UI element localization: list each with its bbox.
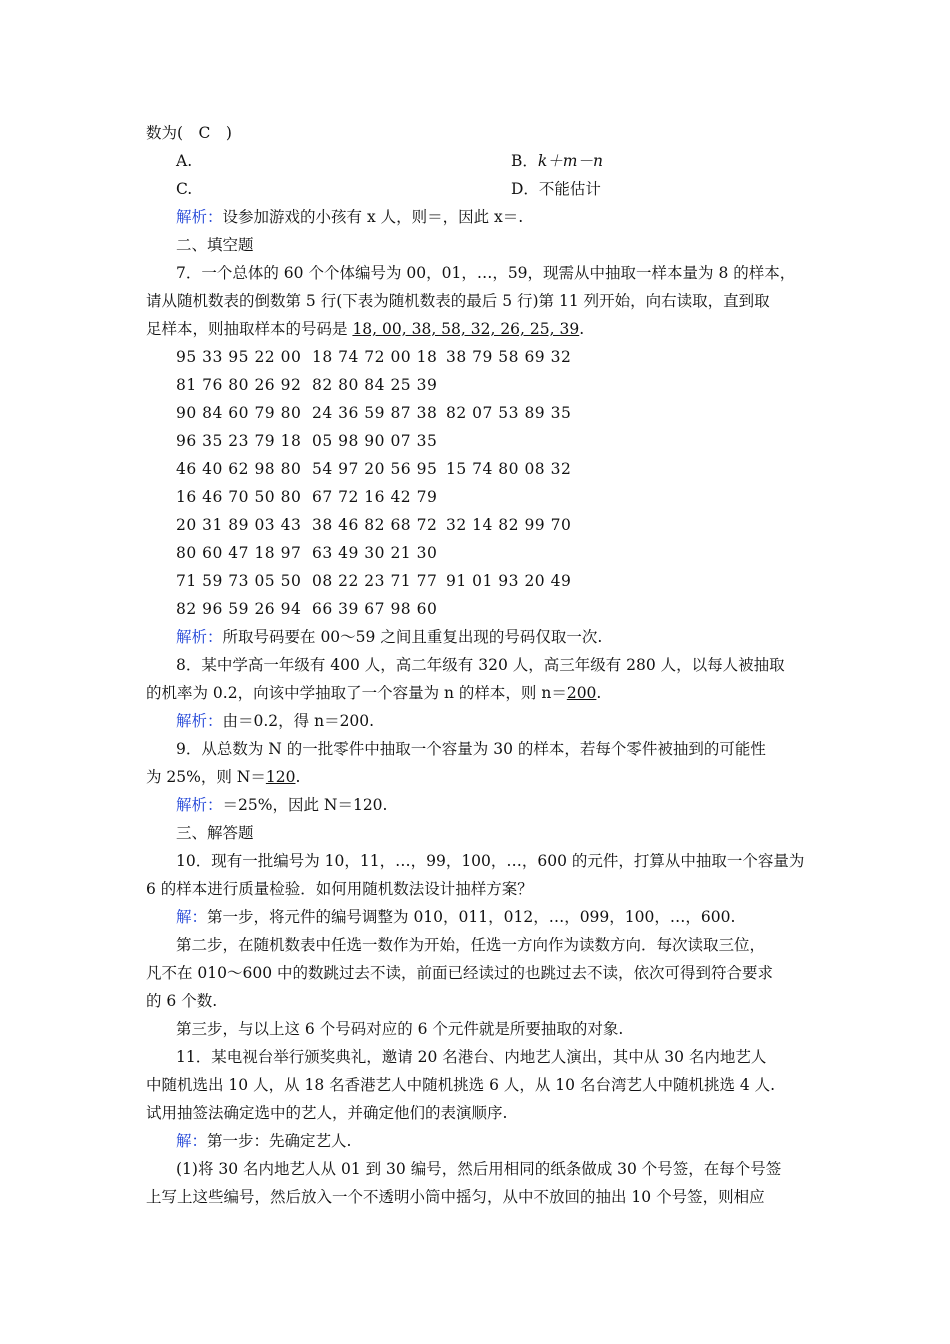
q10-solution-line2: 第二步，在随机数表中任选一数作为开始，任选一方向作为读数方向．每次读取三位， [176, 936, 766, 954]
q10-solution-line4: 的 6 个数. [146, 992, 218, 1010]
solution-label: 解析： [176, 208, 223, 226]
q8-line2: 的机率为 0.2，向该中学抽取了一个容量为 n 的样本，则 n＝200. [146, 684, 602, 702]
q6-option-d: D．不能估计 [511, 180, 601, 198]
q9-solution: 解析：＝25%，因此 N＝120. [176, 796, 388, 814]
section-heading-answer: 三、解答题 [176, 824, 254, 842]
q9-answer: 120 [265, 768, 296, 786]
q11-solution-line2: (1)将 30 名内地艺人从 01 到 30 编号，然后用相同的纸条做成 30 个号签，在每个号签 [176, 1160, 782, 1178]
q7-line2: 请从随机数表的倒数第 5 行(下表为随机数表的最后 5 行)第 11 列开始，向右读取，直到取 [146, 292, 770, 310]
solution-label: 解： [176, 1132, 208, 1150]
q10-line1: 10．现有一批编号为 10，11，…，99，100，…，600 的元件，打算从中抽取一个容量为 [176, 852, 805, 870]
q11-line3: 试用抽签法确定选中的艺人，并确定他们的表演顺序. [146, 1104, 508, 1122]
q6-option-a: A. [176, 152, 193, 170]
q10-line2: 6 的样本进行质量检验．如何用随机数法设计抽样方案？ [146, 880, 533, 898]
section-heading-fill-in: 二、填空题 [176, 236, 254, 254]
q6-option-b: B．k＋m－n [511, 152, 603, 170]
solution-label: 解： [176, 908, 208, 926]
q7-answer: 18, 00, 38, 58, 32, 26, 25, 39 [352, 320, 580, 338]
q10-solution-line5: 第三步，与以上这 6 个号码对应的 6 个元件就是所要抽取的对象. [176, 1020, 624, 1038]
q7-solution: 解析：所取号码要在 00～59 之间且重复出现的号码仅取一次. [176, 628, 603, 646]
q8-solution: 解析：由＝0.2，得 n＝200. [176, 712, 375, 730]
solution-label: 解析： [176, 796, 223, 814]
q6-option-c: C. [176, 180, 193, 198]
document-page: 数为( C ) A. B．k＋m－n C. D．不能估计 解析：设参加游戏的小孩有 x 人，则＝，因此 x＝. 二、填空题 7．一个总体的 60 个个体编号为 00，01，…，59，现需从中抽取一样本量为 8 的样本， 请从随机数表的倒数第 5 行(下表为随机数表的最后 5 行)第 11 列开始，向右读取，直到取 足样本，则抽取样本的号码是 18, 00, 38, 58, 32, 26, 25, 39. 95 33 95 22 00 18 74 72 00 18 38 79 58 69 32 81 76 80 26 92 82 80 84 25 39 90 84 60 79 80 24 36 59 87 38 82 07 53 89 35 96 35 23 79 18 05 98 90 07 35 46 40 62 98 80 54 97 20 56 95 15 74 80 08 32 16 46 70 50 80 67 72 16 42 79 20 31 89 03 43 38 46 82 68 72 32 14 82 99 70 80 60 47 18 97 63 49 30 21 30 71 59 73 05 50 08 22 23 71 77 91 01 93 20 49 82 96 59 26 94 66 39 67 98 60 解析：所取号码要在 00～59 之间且重复出现的号码仅取一次. 8．某中学高一年级有 400 人，高二年级有 320 人，高三年级有 280 人，以每人被抽取 的机率为 0.2，向该中学抽取了一个容量为 n 的样本，则 n＝200. 解析：由＝0.2，得 n＝200. 9．从总数为 N 的一批零件中抽取一个容量为 30 的样本，若每个零件被抽到的可能性 为 25%，则 N＝120. 解析：＝25%，因此 N＝120. 三、解答题 10．现有一批编号为 10，11，…，99，100，…，600 的元件，打算从中抽取一个容量为 6 的样本进行质量检验．如何用随机数法设计抽样方案？ 解：第一步，将元件的编号调整为 010，011，012，…，099，100，…，600. 第二步，在随机数表中任选一数作为开始，任选一方向作为读数方向．每次读取三位， 凡不在 010～600 中的数跳过去不读，前面已经读过的也跳过去不读，依次可得到符合要求 的 6 个数. 第三步，与以上这 6 个号码对应的 6 个元件就是所要抽取的对象. 11．某电视台举行颁奖典礼，邀请 20 名港台、内地艺人演出，其中从 30 名内地艺人 中随机选出 10 人，从 18 名香港艺人中随机挑选 6 人，从 10 名台湾艺人中随机挑选 4 人. 试用抽签法确定选中的艺人，并确定他们的表演顺序. 解：第一步：先确定艺人. (1)将 30 名内地艺人从 01 到 30 编号，然后用相同的纸条做成 30 个号签，在每个号签 上写上这些编号，然后放入一个不透明小筒中摇匀，从中不放回的抽出 10 个号签，则相应 [146, 124, 805, 1206]
q6-tail: 数为( C ) [146, 124, 232, 142]
q8-line1: 8．某中学高一年级有 400 人，高二年级有 320 人，高三年级有 280 人，以每人被抽取 [176, 656, 785, 674]
q11-line1: 11．某电视台举行颁奖典礼，邀请 20 名港台、内地艺人演出，其中从 30 名内地艺人 [176, 1048, 767, 1066]
q7-line3: 足样本，则抽取样本的号码是 18, 00, 38, 58, 32, 26, 25, 39. [146, 320, 585, 338]
solution-label: 解析： [176, 628, 223, 646]
q11-solution-line1: 解：第一步：先确定艺人. [176, 1132, 352, 1150]
q11-solution-line3: 上写上这些编号，然后放入一个不透明小筒中摇匀，从中不放回的抽出 10 个号签，则相应 [146, 1188, 765, 1206]
q9-line2: 为 25%，则 N＝120. [146, 768, 301, 786]
q9-line1: 9．从总数为 N 的一批零件中抽取一个容量为 30 的样本，若每个零件被抽到的可能性 [176, 740, 766, 758]
solution-label: 解析： [176, 712, 223, 730]
q8-answer: 200 [566, 684, 597, 702]
q6-solution: 解析：设参加游戏的小孩有 x 人，则＝，因此 x＝. [176, 208, 524, 226]
q10-solution-line3: 凡不在 010～600 中的数跳过去不读，前面已经读过的也跳过去不读，依次可得到符合要求 [146, 964, 774, 982]
q11-line2: 中随机选出 10 人，从 18 名香港艺人中随机挑选 6 人，从 10 名台湾艺人中随机挑选 4 人. [146, 1076, 776, 1094]
q10-solution-line1: 解：第一步，将元件的编号调整为 010，011，012，…，099，100，…，600. [176, 908, 736, 926]
q7-line1: 7．一个总体的 60 个个体编号为 00，01，…，59，现需从中抽取一样本量为 8 的样本， [176, 264, 796, 282]
